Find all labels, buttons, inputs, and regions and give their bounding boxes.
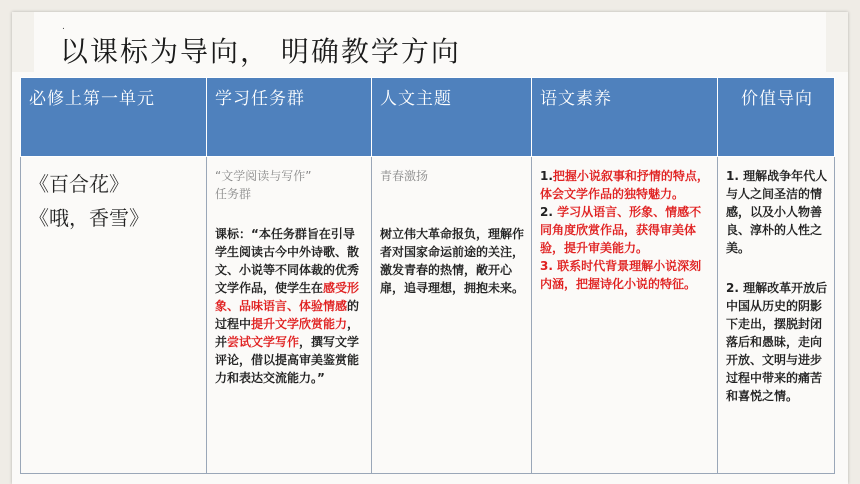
cell-theme (372, 157, 532, 474)
curriculum-quote: 课标：“本任务群旨在引导学生阅读古今中外诗歌、散文、小说等不同体裁的优秀文学作品，使学生在感受形象、品味语言、体验情感的过程中提升文学欣赏能力，并尝试文学写作，撰写文学评论，借以提高审美鉴赏能力和表达交流能力。” (215, 227, 360, 385)
literacy-item-1: 1.把握小说叙事和抒情的特点，体会文学作品的独特魅力。 (540, 169, 709, 201)
header-literacy: 语文素养 (532, 78, 718, 157)
cell-lessons (21, 157, 207, 474)
corner-decoration-left (12, 12, 34, 72)
table-header-row (21, 78, 835, 157)
header-unit: 必修上第一单元 (21, 78, 207, 157)
literacy-item-3: 3. 联系时代背景理解小说深刻内涵，把握诗化小说的特征。 (540, 259, 702, 291)
cell-value (718, 157, 835, 474)
corner-decoration-right (826, 12, 848, 72)
value-item-2: 2. 理解改革开放后中国从历史的阴影下走出，摆脱封闭落后和愚昧，走向开放、文明与进步过程中带来的痛苦和喜悦之情。 (726, 281, 828, 403)
cell-literacy (532, 157, 718, 474)
value-item-1: 1. 理解战争年代人与人之间圣洁的情感，以及小人物善良、淳朴的人性之美。 (726, 169, 828, 255)
theme-body: 树立伟大革命报负，理解作者对国家命运前途的关注，激发青春的热情，敞开心扉，追寻理想，拥抱未来。 (380, 227, 525, 295)
title-dot: . (62, 22, 65, 32)
header-theme: 人文主题 (372, 78, 532, 157)
teaching-table (20, 77, 835, 474)
literacy-item-2: 2. 学习从语言、形象、情感不同角度欣赏作品，获得审美体验，提升审美能力。 (540, 205, 702, 255)
lesson-title-2: 《哦，香雪》 (29, 206, 149, 230)
theme-title: 青春激扬 (380, 169, 429, 183)
page-title: 以课标为导向， 明确教学方向 (60, 35, 461, 68)
task-group-suffix: 任务群 (215, 187, 252, 201)
header-value: 价值导向 (718, 78, 835, 157)
cell-task-group (207, 157, 372, 474)
table-row (21, 157, 835, 474)
lesson-title-1: 《百合花》 (29, 172, 129, 196)
task-group-name: “文学阅读与写作” (215, 169, 312, 183)
header-task-group: 学习任务群 (207, 78, 372, 157)
